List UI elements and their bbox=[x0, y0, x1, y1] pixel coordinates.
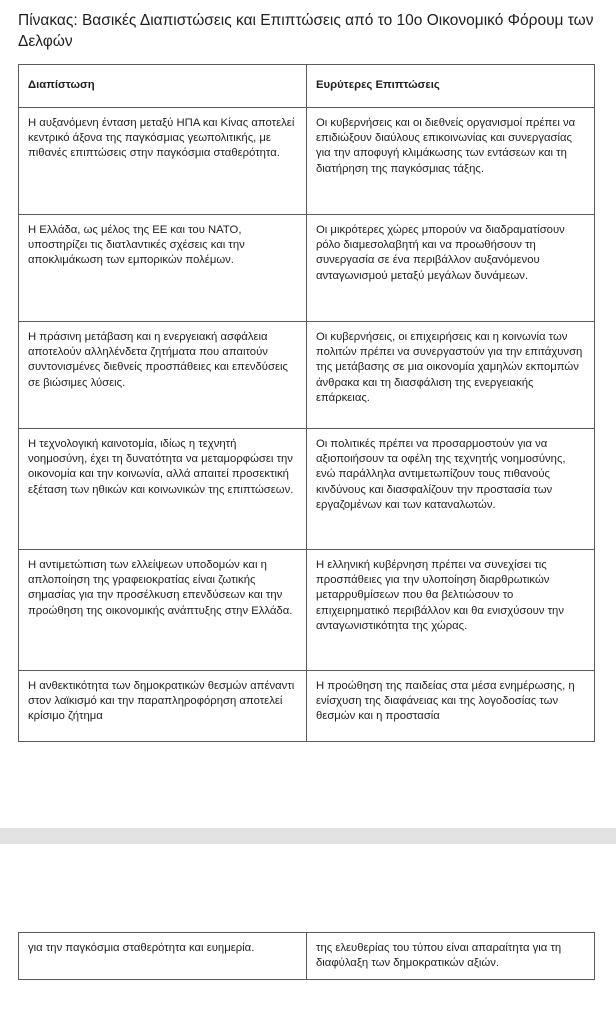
finding-cell: Η πράσινη μετάβαση και η ενεργειακή ασφάλεια αποτελούν αλληλένδετα ζητήματα που απαιτούν συντονισμένες διεθνείς προσπάθειες και επενδύσεις σε βιώσιμες λύσεις. bbox=[19, 322, 307, 429]
finding-cell-text: Η ανθεκτικότητα των δημοκρατικών θεσμών απέναντι στον λαϊκισμό και την παραπληροφόρηση αποτελεί κρίσιμο ζήτημα bbox=[28, 680, 295, 723]
implication-cell: Η ελληνική κυβέρνηση πρέπει να συνεχίσει τις προσπάθειες για την υλοποίηση διαρθρωτικών μεταρρυθμίσεων που θα βελτιώσουν το επιχειρηματικό περιβάλλον και θα ενισχύσουν την ανταγωνιστικότητα της χώρας. bbox=[307, 550, 595, 671]
finding-cell: Η Ελλάδα, ως μέλος της ΕΕ και του ΝΑΤΟ, υποστηρίζει τις διατλαντικές σχέσεις και την αποκλιμάκωση των εμπορικών πολέμων. bbox=[19, 215, 307, 322]
finding-cell bbox=[19, 671, 307, 742]
table-title: Πίνακας: Βασικές Διαπιστώσεις και Επιπτώσεις από το 10ο Οικονομικό Φόρουμ των Δελφών bbox=[18, 12, 594, 50]
column-header-implications: Ευρύτερες Επιπτώσεις bbox=[307, 65, 595, 108]
table-row bbox=[19, 108, 595, 215]
implication-cell-text: Η προώθηση της παιδείας στα μέσα ενημέρωσης, η ενίσχυση της διαφάνειας και της λογοδοσίας των θεσμών και η προστασία bbox=[316, 680, 575, 723]
finding-cell: Η αυξανόμενη ένταση μεταξύ ΗΠΑ και Κίνας αποτελεί κεντρικό άξονα της παγκόσμιας γεωπολιτικής, με πιθανές επιπτώσεις στην παγκόσμια σταθερότητα. bbox=[19, 108, 307, 215]
page-break-divider bbox=[0, 828, 616, 844]
table-row bbox=[19, 933, 595, 980]
table-header-row bbox=[19, 65, 595, 108]
implication-cell: Οι πολιτικές πρέπει να προσαρμοστούν για να αξιοποιήσουν τα οφέλη της τεχνητής νοημοσύνης, ενώ παράλληλα αντιμετωπίζουν τους πιθανούς κινδύνους και διασφαλίζουν την προστασία των εργαζομένων και των καταναλωτών. bbox=[307, 429, 595, 550]
finding-cell: Η αντιμετώπιση των ελλείψεων υποδομών και η απλοποίηση της γραφειοκρατίας είναι ζωτικής σημασίας για την προσέλκυση επενδύσεων και την προώθηση της οικονομικής ανάπτυξης στην Ελλάδα. bbox=[19, 550, 307, 671]
table-row bbox=[19, 215, 595, 322]
findings-table-continuation bbox=[18, 932, 595, 980]
findings-table bbox=[18, 64, 595, 742]
implication-cell bbox=[307, 671, 595, 742]
implication-cell: Οι κυβερνήσεις και οι διεθνείς οργανισμοί πρέπει να επιδιώξουν διαύλους επικοινωνίας και συνεργασίας για την αποφυγή κλιμάκωσης των εντάσεων και τη διατήρηση της παγκόσμιας τάξης. bbox=[307, 108, 595, 215]
implication-cell: Οι μικρότερες χώρες μπορούν να διαδραματίσουν ρόλο διαμεσολαβητή και να προωθήσουν τη συνεργασία σε ένα περιβάλλον αυξανόμενου ανταγωνισμού μεταξύ μεγάλων δυνάμεων. bbox=[307, 215, 595, 322]
table-row bbox=[19, 429, 595, 550]
finding-cell: για την παγκόσμια σταθερότητα και ευημερία. bbox=[19, 933, 307, 980]
implication-cell: της ελευθερίας του τύπου είναι απαραίτητα για τη διαφύλαξη των δημοκρατικών αξιών. bbox=[307, 933, 595, 980]
column-header-finding: Διαπίστωση bbox=[19, 65, 307, 108]
implication-cell: Οι κυβερνήσεις, οι επιχειρήσεις και η κοινωνία των πολιτών πρέπει να συνεργαστούν για την επιτάχυνση της μετάβασης σε μια οικονομία χαμηλών εκπομπών άνθρακα και τη διασφάλιση της ενεργειακής επάρκειας. bbox=[307, 322, 595, 429]
table-row bbox=[19, 671, 595, 742]
table-row bbox=[19, 550, 595, 671]
table-row bbox=[19, 322, 595, 429]
finding-cell: Η τεχνολογική καινοτομία, ιδίως η τεχνητή νοημοσύνη, έχει τη δυνατότητα να μεταμορφώσει την οικονομία και την κοινωνία, αλλά απαιτεί προσεκτική εξέταση των ηθικών και κοινωνικών της επιπτώσεων. bbox=[19, 429, 307, 550]
